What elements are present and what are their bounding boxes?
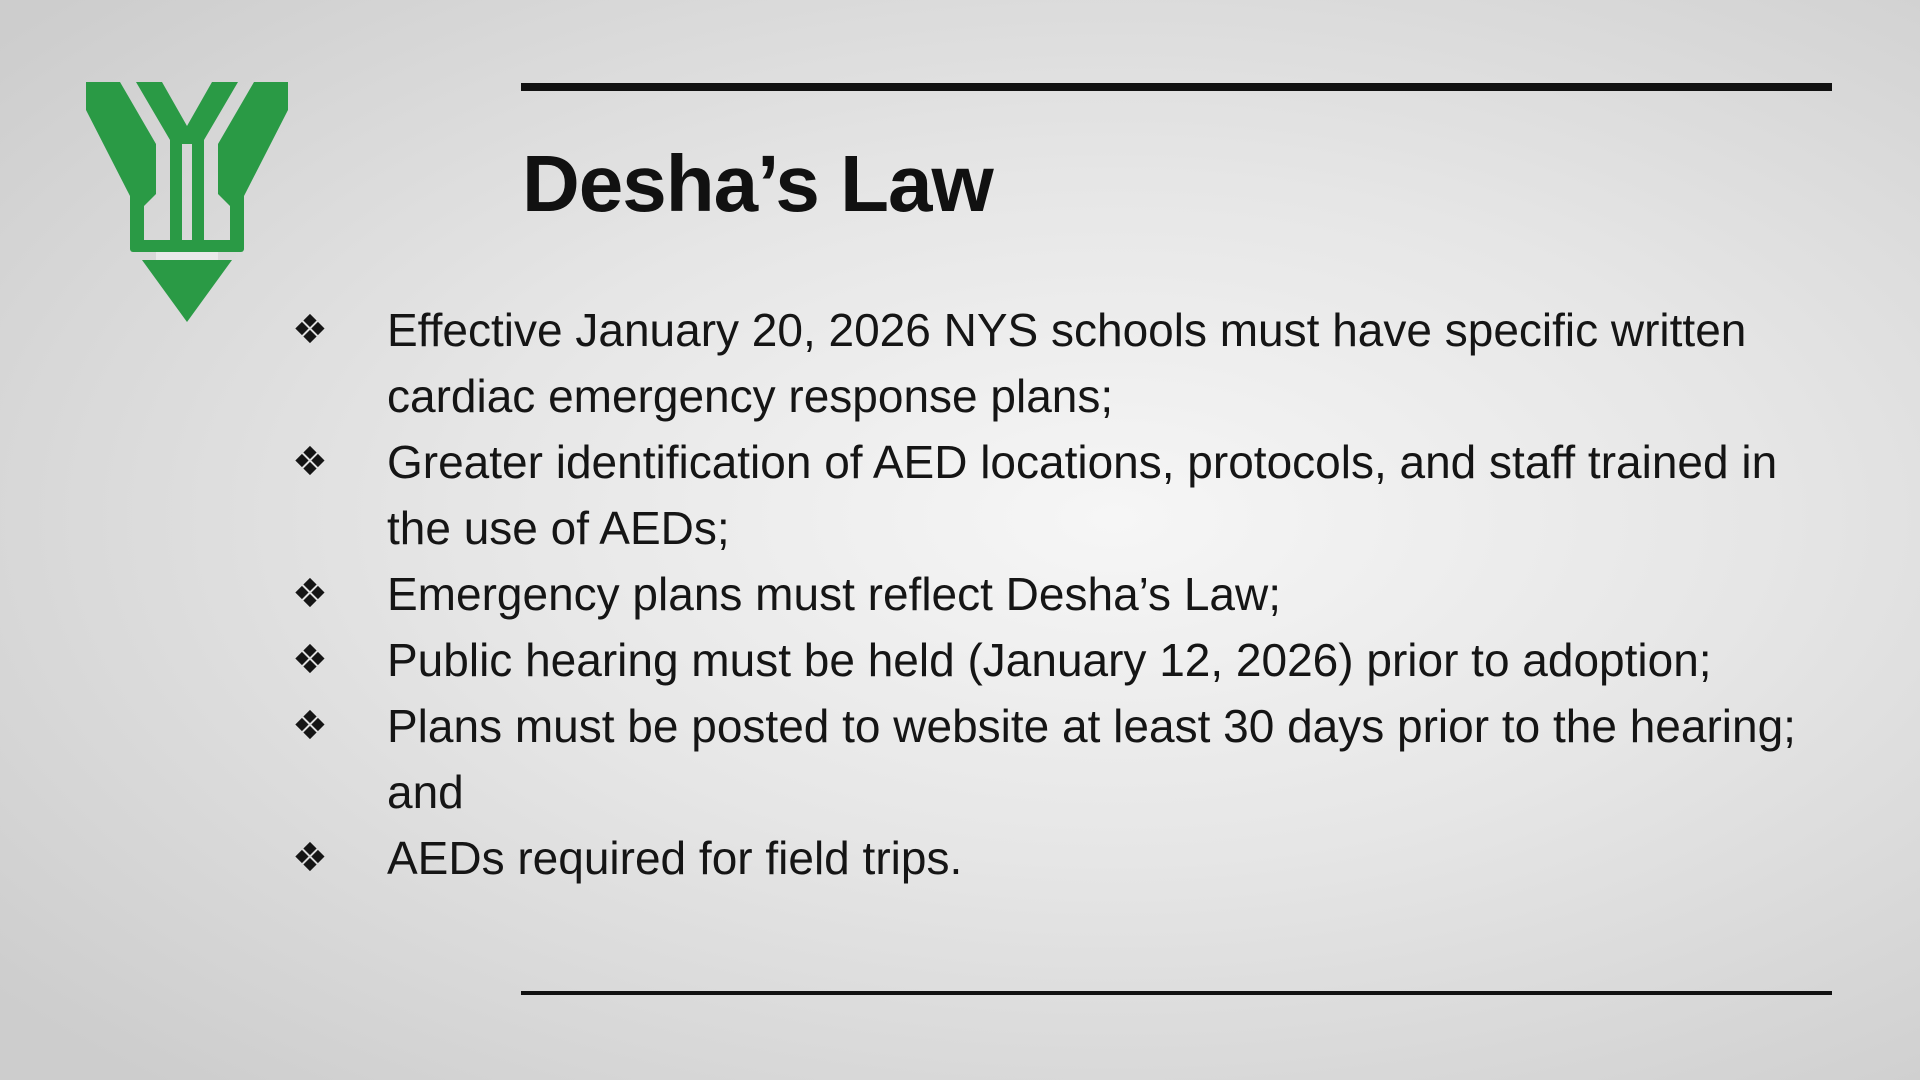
bullet-item — [292, 561, 1812, 627]
slide-title: Desha’s Law — [522, 139, 993, 228]
bullet-item — [292, 297, 1812, 429]
bullet-item — [292, 627, 1812, 693]
bullet-item — [292, 429, 1812, 561]
four-diamond-bullet-icon: ❖ — [292, 307, 328, 353]
four-diamond-bullet-icon: ❖ — [292, 703, 328, 749]
four-diamond-bullet-icon: ❖ — [292, 637, 328, 683]
bullet-text: Effective January 20, 2026 NYS schools must have specific written cardiac emergency response plans; — [387, 304, 1747, 422]
bullet-text: Emergency plans must reflect Desha’s Law; — [387, 568, 1281, 620]
bullet-text: Greater identification of AED locations, protocols, and staff trained in the use of AEDs; — [387, 436, 1778, 554]
bullet-text: Plans must be posted to website at least 30 days prior to the hearing; and — [387, 700, 1796, 818]
bullet-item — [292, 825, 1812, 891]
four-diamond-bullet-icon: ❖ — [292, 571, 328, 617]
green-y-pencil-logo-icon — [86, 82, 288, 322]
bullet-text: AEDs required for field trips. — [387, 832, 963, 884]
top-divider-line — [521, 83, 1832, 91]
bullet-list — [292, 297, 1812, 891]
four-diamond-bullet-icon: ❖ — [292, 439, 328, 485]
bullet-item — [292, 693, 1812, 825]
bullet-text: Public hearing must be held (January 12, 2026) prior to adoption; — [387, 634, 1712, 686]
bottom-divider-line — [521, 991, 1832, 995]
four-diamond-bullet-icon: ❖ — [292, 835, 328, 881]
